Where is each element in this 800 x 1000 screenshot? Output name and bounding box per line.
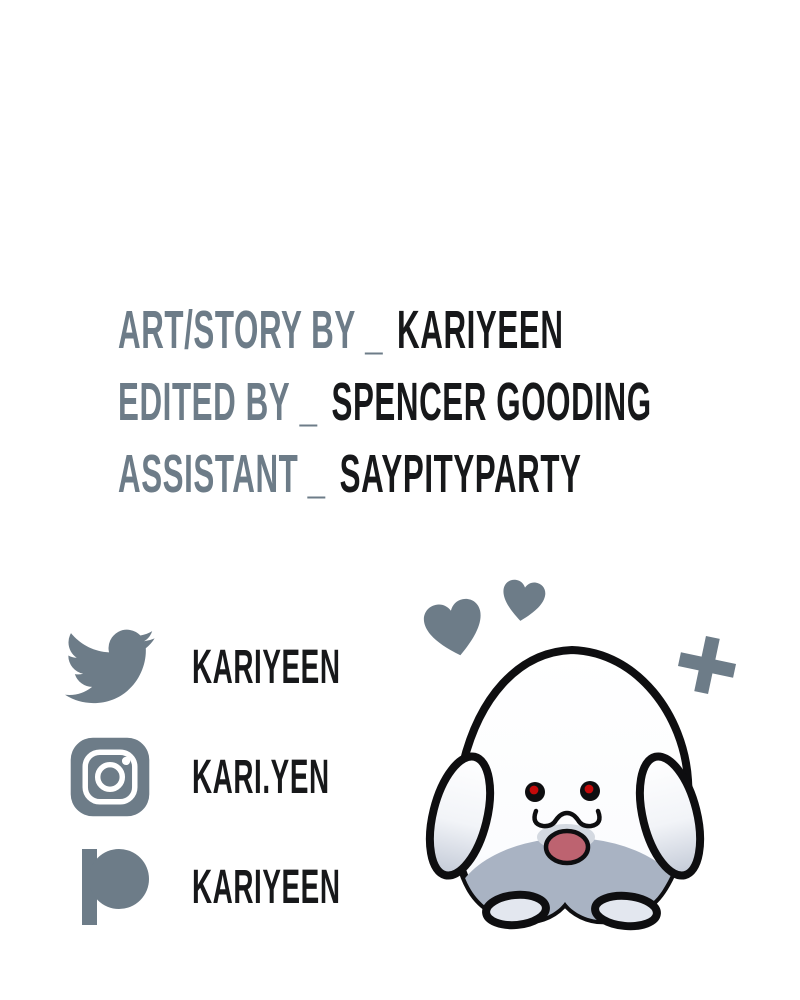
mascot-left-eye [525, 782, 545, 802]
patreon-icon [62, 845, 157, 929]
socials-block [62, 612, 448, 942]
credit-name: SPENCER GOODING [331, 372, 652, 432]
credit-role: EDITED BY [118, 372, 291, 432]
instagram-handle: KARI.YEN [192, 750, 330, 804]
credit-separator: _ [299, 372, 318, 432]
social-row-instagram [62, 722, 448, 832]
mascot-right-eye [580, 781, 600, 801]
credit-line-edited [118, 366, 800, 438]
credits-block [118, 294, 800, 510]
twitter-handle: KARIYEEN [192, 640, 341, 694]
credit-name: KARIYEEN [397, 300, 564, 360]
credit-line-assistant [118, 438, 800, 510]
credit-name: SAYPITYPARTY [339, 444, 582, 504]
patreon-handle: KARIYEEN [192, 860, 341, 914]
heart-small-icon [500, 578, 547, 623]
heart-large-icon [421, 596, 488, 661]
credit-role: ASSISTANT [118, 444, 299, 504]
credit-separator: _ [307, 444, 326, 504]
mascot-illustration [400, 560, 760, 940]
plus-icon [674, 632, 741, 699]
social-row-twitter [62, 612, 448, 722]
twitter-bird-icon [62, 629, 157, 705]
credit-role: ART/STORY BY [118, 300, 356, 360]
credit-line-art-story [118, 294, 800, 366]
credit-separator: _ [365, 300, 384, 360]
instagram-camera-icon [62, 736, 157, 818]
mascot-open-mouth [546, 831, 588, 863]
social-row-patreon [62, 832, 448, 942]
